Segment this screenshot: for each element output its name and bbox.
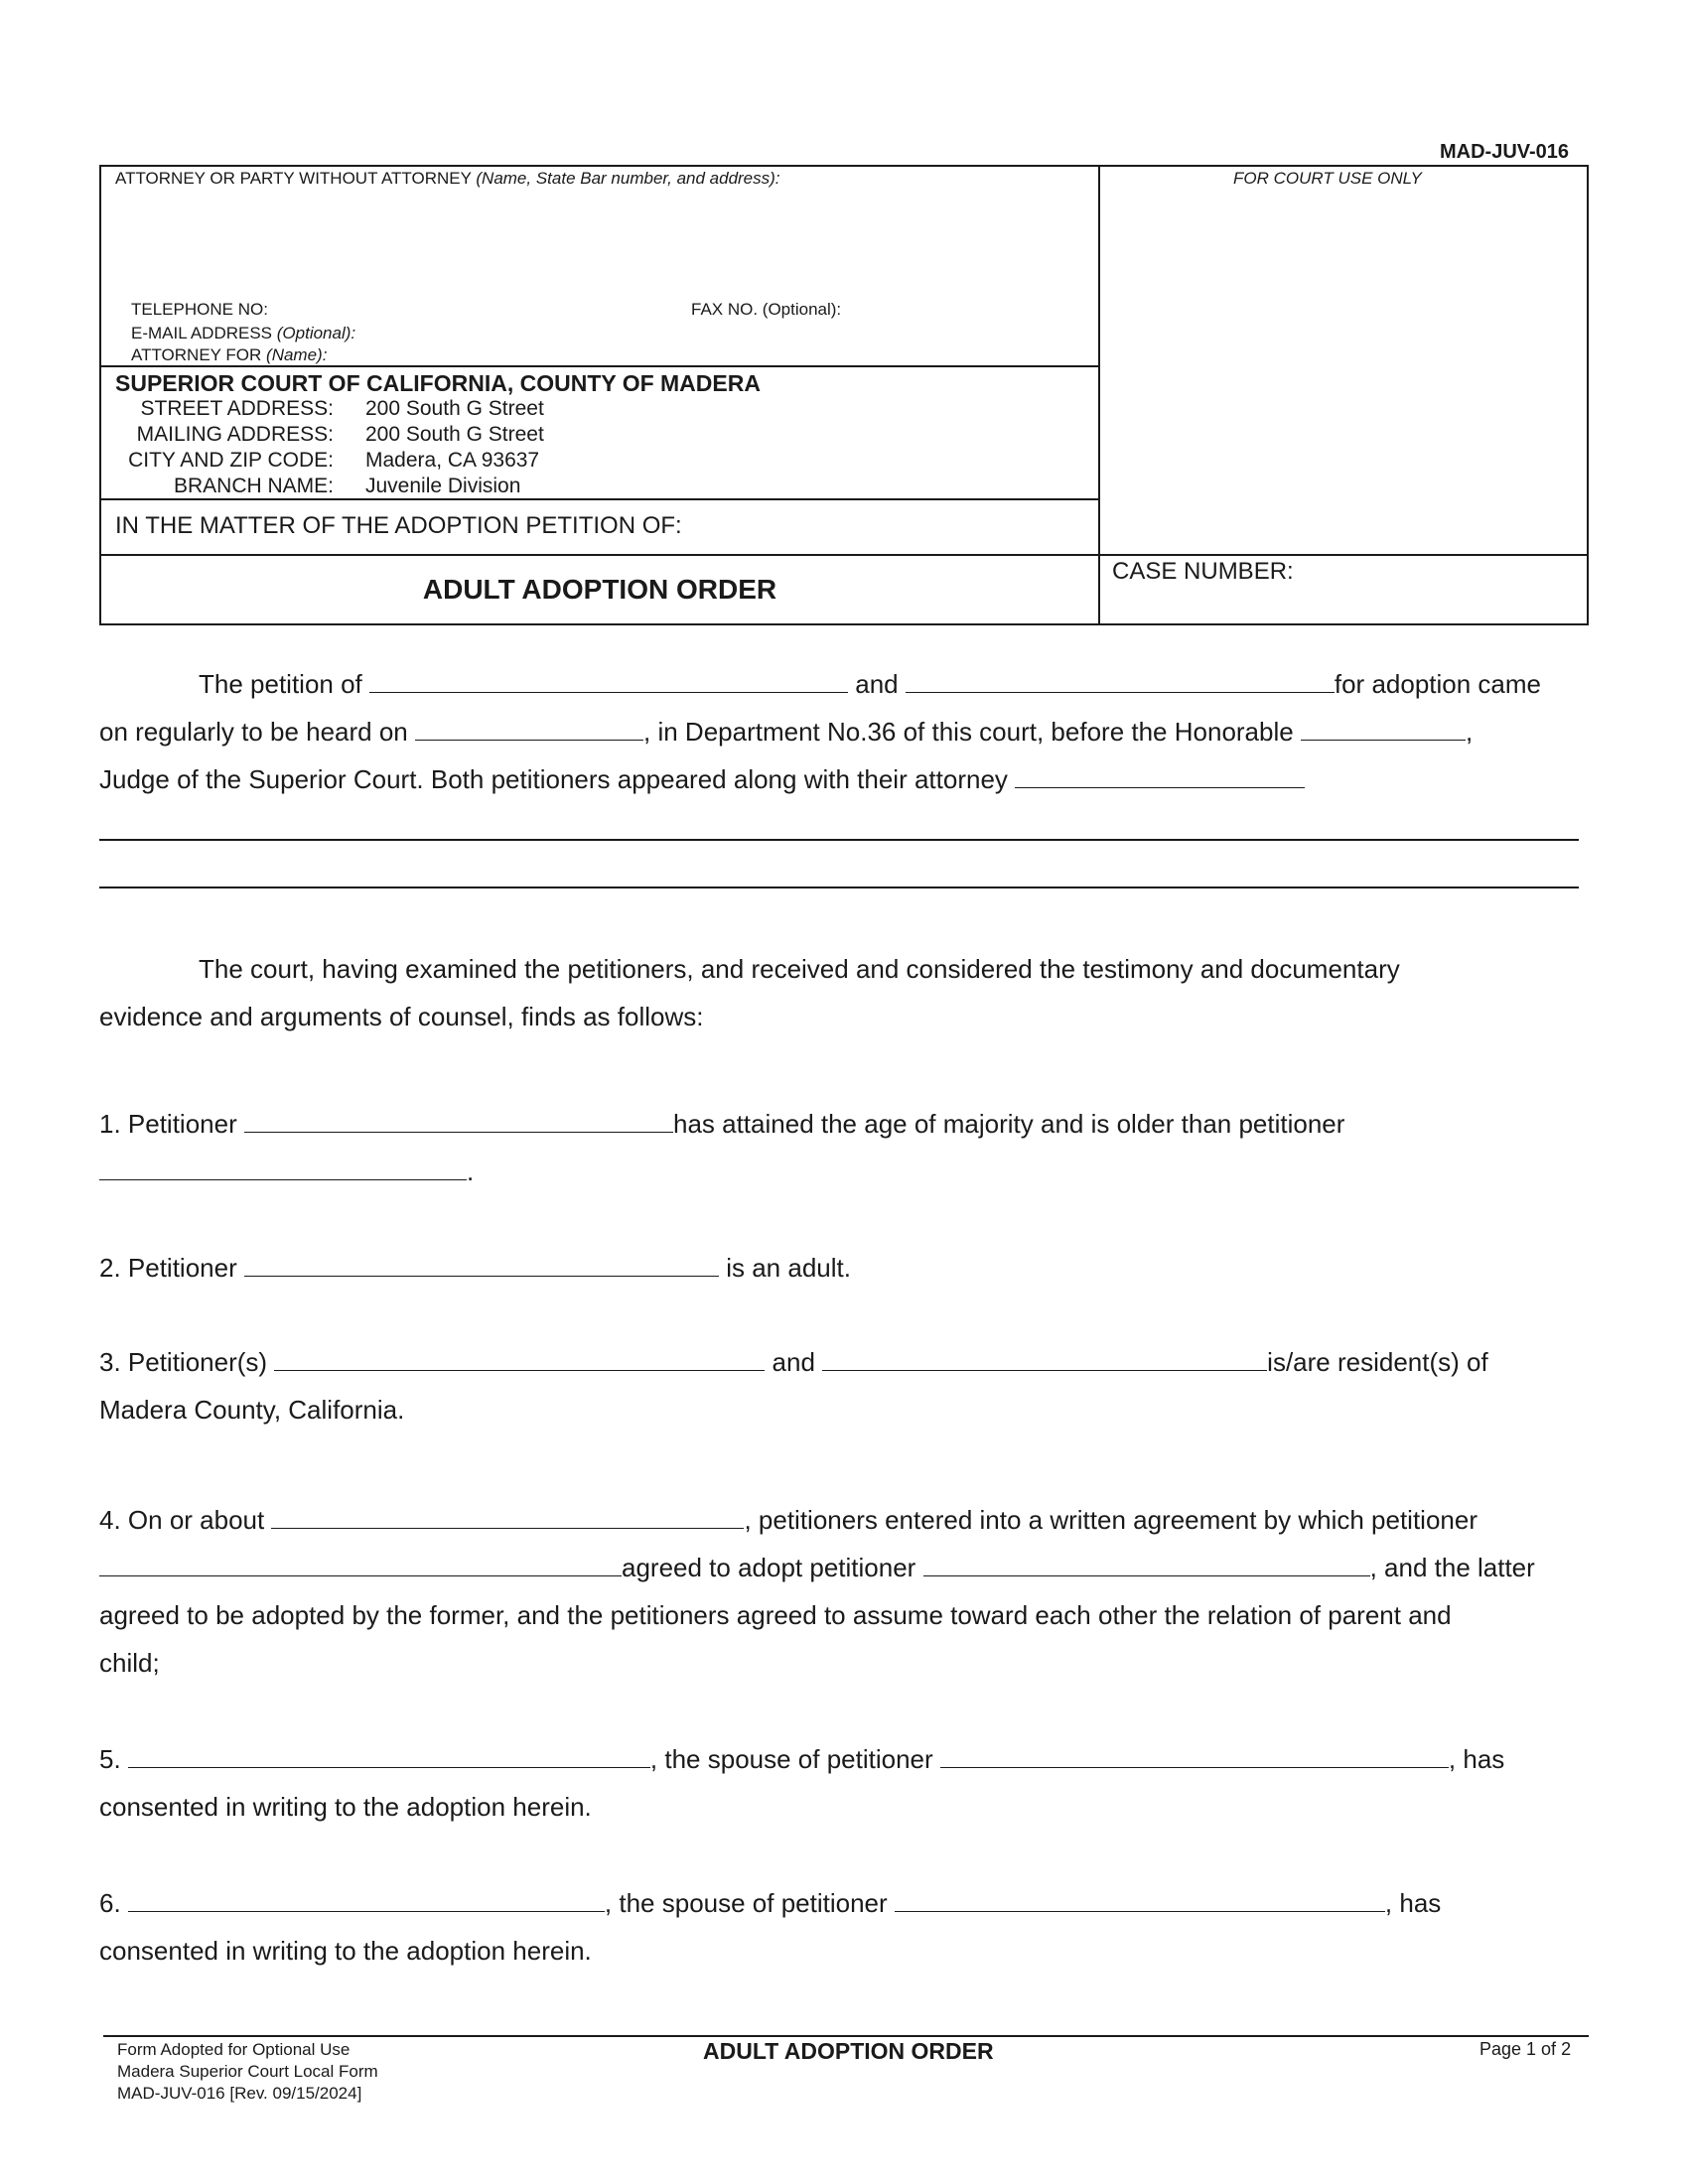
finding-1: 1. Petitioner has attained the age of majority and is older than petitioner [99, 1100, 1344, 1148]
finding-2: 2. Petitioner is an adult. [99, 1244, 851, 1292]
finding-5-cont: consented in writing to the adoption herein. [99, 1792, 592, 1822]
finding-6-petitioner-blank[interactable] [895, 1881, 1385, 1912]
city-zip-value: Madera, CA 93637 [365, 449, 540, 472]
footer-title: ADULT ADOPTION ORDER [703, 2038, 994, 2064]
finding-6: 6. , the spouse of petitioner , has [99, 1879, 1441, 1927]
finding-3-cont: Madera County, California. [99, 1395, 405, 1425]
finding-4-line-2: agreed to adopt petitioner , and the latter [99, 1544, 1535, 1591]
form-id: MAD-JUV-016 [1440, 141, 1570, 163]
email-label: E-MAIL ADDRESS (Optional): [131, 324, 356, 342]
finding-4-line-3: agreed to be adopted by the former, and the petitioners agreed to assume toward each other the relation of parent and [99, 1600, 1452, 1630]
city-zip-label: CITY AND ZIP CODE: [128, 449, 334, 472]
finding-6-cont: consented in writing to the adoption herein. [99, 1936, 592, 1966]
attorney-name-blank[interactable] [1015, 757, 1305, 788]
finding-5: 5. , the spouse of petitioner , has [99, 1735, 1504, 1783]
caption-rule [101, 498, 1098, 500]
finding-5-petitioner-blank[interactable] [940, 1737, 1449, 1768]
findings-intro-2: evidence and arguments of counsel, finds as follows: [99, 1002, 704, 1031]
matter-label: IN THE MATTER OF THE ADOPTION PETITION OF: [115, 512, 682, 539]
finding-3: 3. Petitioner(s) and is/are resident(s) of [99, 1338, 1488, 1386]
finding-6-spouse-blank[interactable] [128, 1881, 605, 1912]
petition-line-2: on regularly to be heard on , in Department No.36 of this court, before the Honorable , [99, 708, 1473, 755]
finding-2-petitioner-blank[interactable] [244, 1246, 719, 1277]
judge-name-blank[interactable] [1301, 710, 1466, 741]
footer-line-3: MAD-JUV-016 [Rev. 09/15/2024] [117, 2084, 362, 2103]
attorney-for-label: ATTORNEY FOR (Name): [131, 345, 328, 364]
street-address-value: 200 South G Street [365, 397, 544, 420]
branch-name-label: BRANCH NAME: [173, 475, 334, 497]
finding-1-petitioner-blank[interactable] [244, 1102, 673, 1133]
branch-name-value: Juvenile Division [365, 475, 521, 497]
hearing-date-blank[interactable] [415, 710, 643, 741]
caption-rule [101, 554, 1587, 556]
footer-form-info [117, 2039, 378, 2105]
footer-line-1: Form Adopted for Optional Use [117, 2040, 351, 2059]
finding-3-petitioner-1-blank[interactable] [274, 1340, 765, 1371]
finding-3-petitioner-2-blank[interactable] [822, 1340, 1267, 1371]
agreement-date-blank[interactable] [271, 1498, 744, 1529]
form-title: ADULT ADOPTION ORDER [422, 574, 777, 605]
petitioner-1-blank[interactable] [369, 662, 848, 693]
petition-line-3: Judge of the Superior Court. Both petitioners appeared along with their attorney [99, 755, 1305, 803]
adoptee-petitioner-blank[interactable] [923, 1546, 1370, 1576]
court-name: SUPERIOR COURT OF CALIFORNIA, COUNTY OF MADERA [115, 370, 761, 396]
caption-box [99, 165, 1589, 625]
finding-4: 4. On or about , petitioners entered into a written agreement by which petitioner [99, 1496, 1477, 1544]
attorney-continued-line[interactable] [99, 887, 1579, 888]
adopting-petitioner-blank[interactable] [99, 1546, 622, 1576]
petitioner-2-blank[interactable] [906, 662, 1335, 693]
footer-line-2: Madera Superior Court Local Form [117, 2062, 378, 2081]
court-use-label: FOR COURT USE ONLY [1233, 169, 1422, 188]
findings-intro-1: The court, having examined the petitioners, and received and considered the testimony and documentary [199, 954, 1400, 984]
mailing-address-label: MAILING ADDRESS: [136, 423, 334, 446]
finding-5-spouse-blank[interactable] [128, 1737, 650, 1768]
finding-1-petitioner-2-blank[interactable] [99, 1150, 467, 1180]
footer-rule [103, 2035, 1589, 2037]
caption-rule [101, 365, 1098, 367]
finding-4-line-4: child; [99, 1648, 160, 1678]
fax-label: FAX NO. (Optional): [691, 300, 842, 319]
page-number: Page 1 of 2 [1479, 2039, 1572, 2059]
attorney-continued-line[interactable] [99, 839, 1579, 841]
petition-line-1: The petition of and for adoption came [199, 660, 1541, 708]
finding-1-cont: . [99, 1148, 474, 1195]
case-number-label: CASE NUMBER: [1112, 558, 1294, 585]
mailing-address-value: 200 South G Street [365, 423, 544, 446]
attorney-label: ATTORNEY OR PARTY WITHOUT ATTORNEY (Name, State Bar number, and address): [115, 169, 780, 188]
street-address-label: STREET ADDRESS: [140, 397, 334, 420]
telephone-label: TELEPHONE NO: [131, 300, 268, 319]
